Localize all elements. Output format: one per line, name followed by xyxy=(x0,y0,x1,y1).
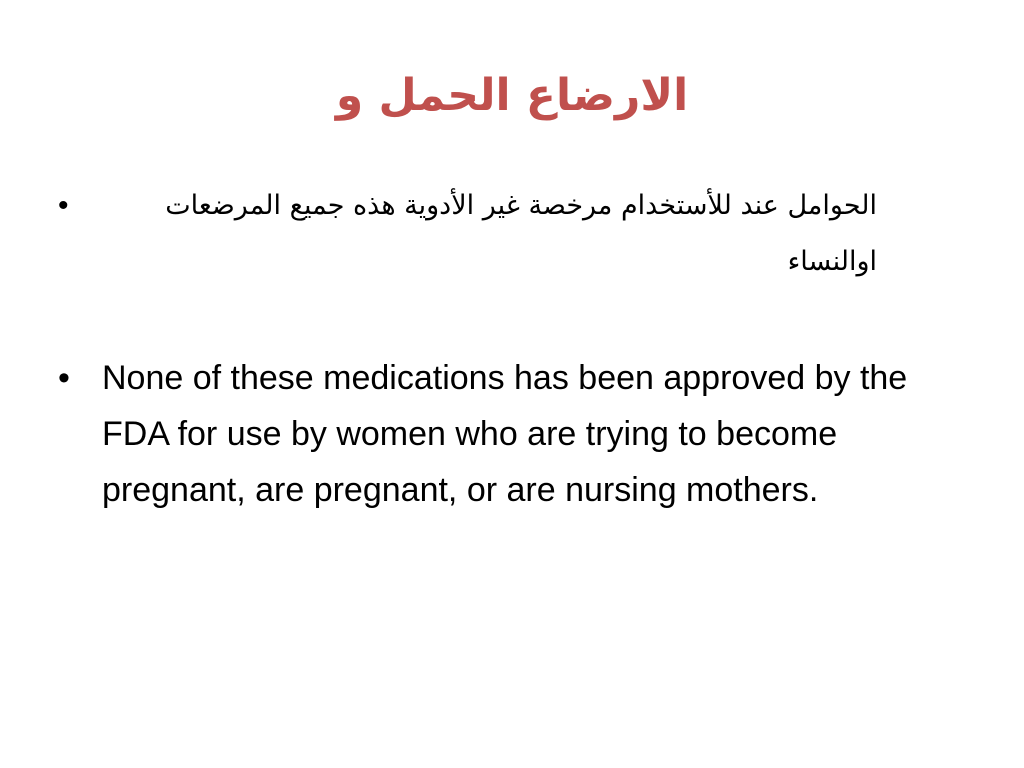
list-item xyxy=(58,178,968,290)
bullet-marker: • xyxy=(58,189,69,222)
bullet-marker: • xyxy=(58,359,70,397)
bullet-text-english: None of these medications has been approved by the FDA for use by women who are trying to become pregnant, are pregnant, or are nursing mothers. xyxy=(102,359,908,509)
bullet-list xyxy=(58,178,968,518)
slide-title: الارضاع الحمل و xyxy=(335,70,689,121)
list-item xyxy=(58,350,968,518)
bullet-text-arabic: الحوامل عند للأستخدام مرخصة غير الأدوية هذه جميع المرضعات اوالنساء xyxy=(165,190,877,277)
